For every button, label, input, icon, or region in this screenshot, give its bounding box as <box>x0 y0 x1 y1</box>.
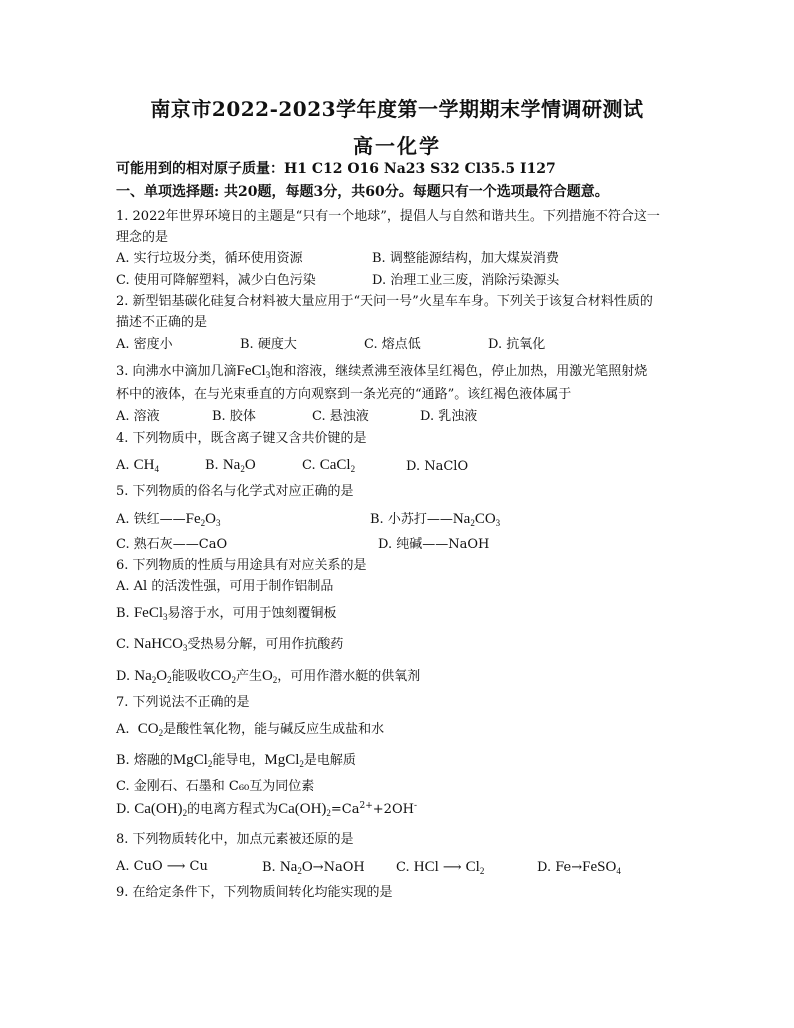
q2-option-d: D. 抗氧化 <box>488 337 546 352</box>
q4-option-c: C. CaCl$_2$ <box>302 457 356 474</box>
q8-option-b: B. $Na_2O\to NaOH$ <box>262 859 365 876</box>
q2-option-c: C. 熔点低 <box>364 337 421 352</box>
q4-option-d: D. NaClO <box>406 459 469 474</box>
q1-option-d: D. 治理工业三废，消除污染源头 <box>372 273 560 288</box>
q3-option-d: D. 乳浊液 <box>420 409 478 424</box>
q3-stem-post: 饱和溶液，继续煮沸至液体呈红褐色，停止加热，用激光笔照射烧 <box>270 364 648 379</box>
q3-stem-pre: 3. 向沸水中滴加几滴 <box>116 364 237 379</box>
q5-option-d: D. 纯碱——NaOH <box>378 537 490 552</box>
q7-option-c: C. 金刚石、石墨和 C₆₀互为同位素 <box>116 779 315 794</box>
q6-option-d: D. $Na_2O_2$能吸收$CO_2$产生$O_2$，可用作潜水艇的供氧剂 <box>116 668 421 685</box>
q6-stem: 6. 下列物质的性质与用途具有对应关系的是 <box>116 558 367 573</box>
q3-option-b: B. 胶体 <box>212 409 256 424</box>
q8-option-d: D. Fe→FeSO$_4$ <box>537 859 621 876</box>
q2-option-a: A. 密度小 <box>116 337 173 352</box>
q6-option-a: A. Al 的活泼性强，可用于制作铝制品 <box>116 579 334 594</box>
q7-stem: 7. 下列说法不正确的是 <box>116 695 250 710</box>
q3-option-c: C. 悬浊液 <box>312 409 369 424</box>
q6-option-b: B. FeCl$_3$易溶于水，可用于蚀刻覆铜板 <box>116 605 337 622</box>
q7-option-d: D. $Ca(OH)_2$的电离方程式为$Ca(OH)_2=Ca^{2+}+2OH^-$ <box>116 801 417 818</box>
q1-stem-line2: 理念的是 <box>116 230 169 245</box>
q8-stem: 8. 下列物质转化中，加点元素被还原的是 <box>116 832 354 847</box>
atomic-mass-line: 可能用到的相对原子质量：H1 C12 O16 Na23 S32 Cl35.5 I127 <box>116 161 556 177</box>
q1-stem-line1: 1. 2022年世界环境日的主题是“只有一个地球”，提倡人与自然和谐共生。下列措施不符合这一 <box>116 209 660 224</box>
exam-subject: 高一化学 <box>353 134 441 158</box>
q1-option-b: B. 调整能源结构，加大煤炭消费 <box>372 251 559 266</box>
q4-stem: 4. 下列物质中，既含离子键又含共价键的是 <box>116 431 367 446</box>
q7-option-b: B. 熔融的MgCl$_2$能导电，MgCl$_2$是电解质 <box>116 752 356 769</box>
q2-stem-line2: 描述不正确的是 <box>116 315 208 330</box>
q3-stem-line2: 杯中的液体，在与光束垂直的方向观察到一条光亮的“通路”。该红褐色液体属于 <box>116 387 572 402</box>
q8-option-c: C. HCl ⟶ $Cl_2$ <box>396 859 485 876</box>
fecl3-formula: FeCl$_3$ <box>236 363 271 380</box>
q4-option-b: B. $Na_2O$ <box>205 457 256 474</box>
q3-stem-line1 <box>116 362 647 381</box>
q2-stem-line1: 2. 新型铝基碳化硅复合材料被大量应用于“天问一号”火星车车身。下列关于该复合材料性质的 <box>116 294 653 309</box>
q1-option-c: C. 使用可降解塑料，减少白色污染 <box>116 273 316 288</box>
q2-option-b: B. 硬度大 <box>240 337 297 352</box>
q5-option-c: C. 熟石灰——CaO <box>116 537 228 552</box>
q9-stem: 9. 在给定条件下，下列物质间转化均能实现的是 <box>116 885 393 900</box>
q5-stem: 5. 下列物质的俗名与化学式对应正确的是 <box>116 484 354 499</box>
q4-option-a: A. $CH_4$ <box>116 457 159 474</box>
q6-option-c: C. NaHCO$_3$受热易分解，可用作抗酸药 <box>116 636 344 653</box>
exam-title: 南京市2022-2023学年度第一学期期末学情调研测试 <box>150 97 644 121</box>
q8-option-a: A. CuO ⟶ Cu <box>116 859 208 874</box>
q3-option-a: A. 溶液 <box>116 409 160 424</box>
q1-option-a: A. 实行垃圾分类，循环使用资源 <box>116 251 303 266</box>
q5-option-a: A. 铁红$——Fe_2O_3$ <box>116 511 221 528</box>
section-heading: 一、单项选择题: 共20题，每题3分，共60分。每题只有一个选项最符合题意。 <box>116 184 609 200</box>
q7-option-a: A. $CO_2$是酸性氧化物，能与碱反应生成盐和水 <box>116 721 385 738</box>
q5-option-b: B. 小苏打$——Na_2CO_3$ <box>370 511 501 528</box>
